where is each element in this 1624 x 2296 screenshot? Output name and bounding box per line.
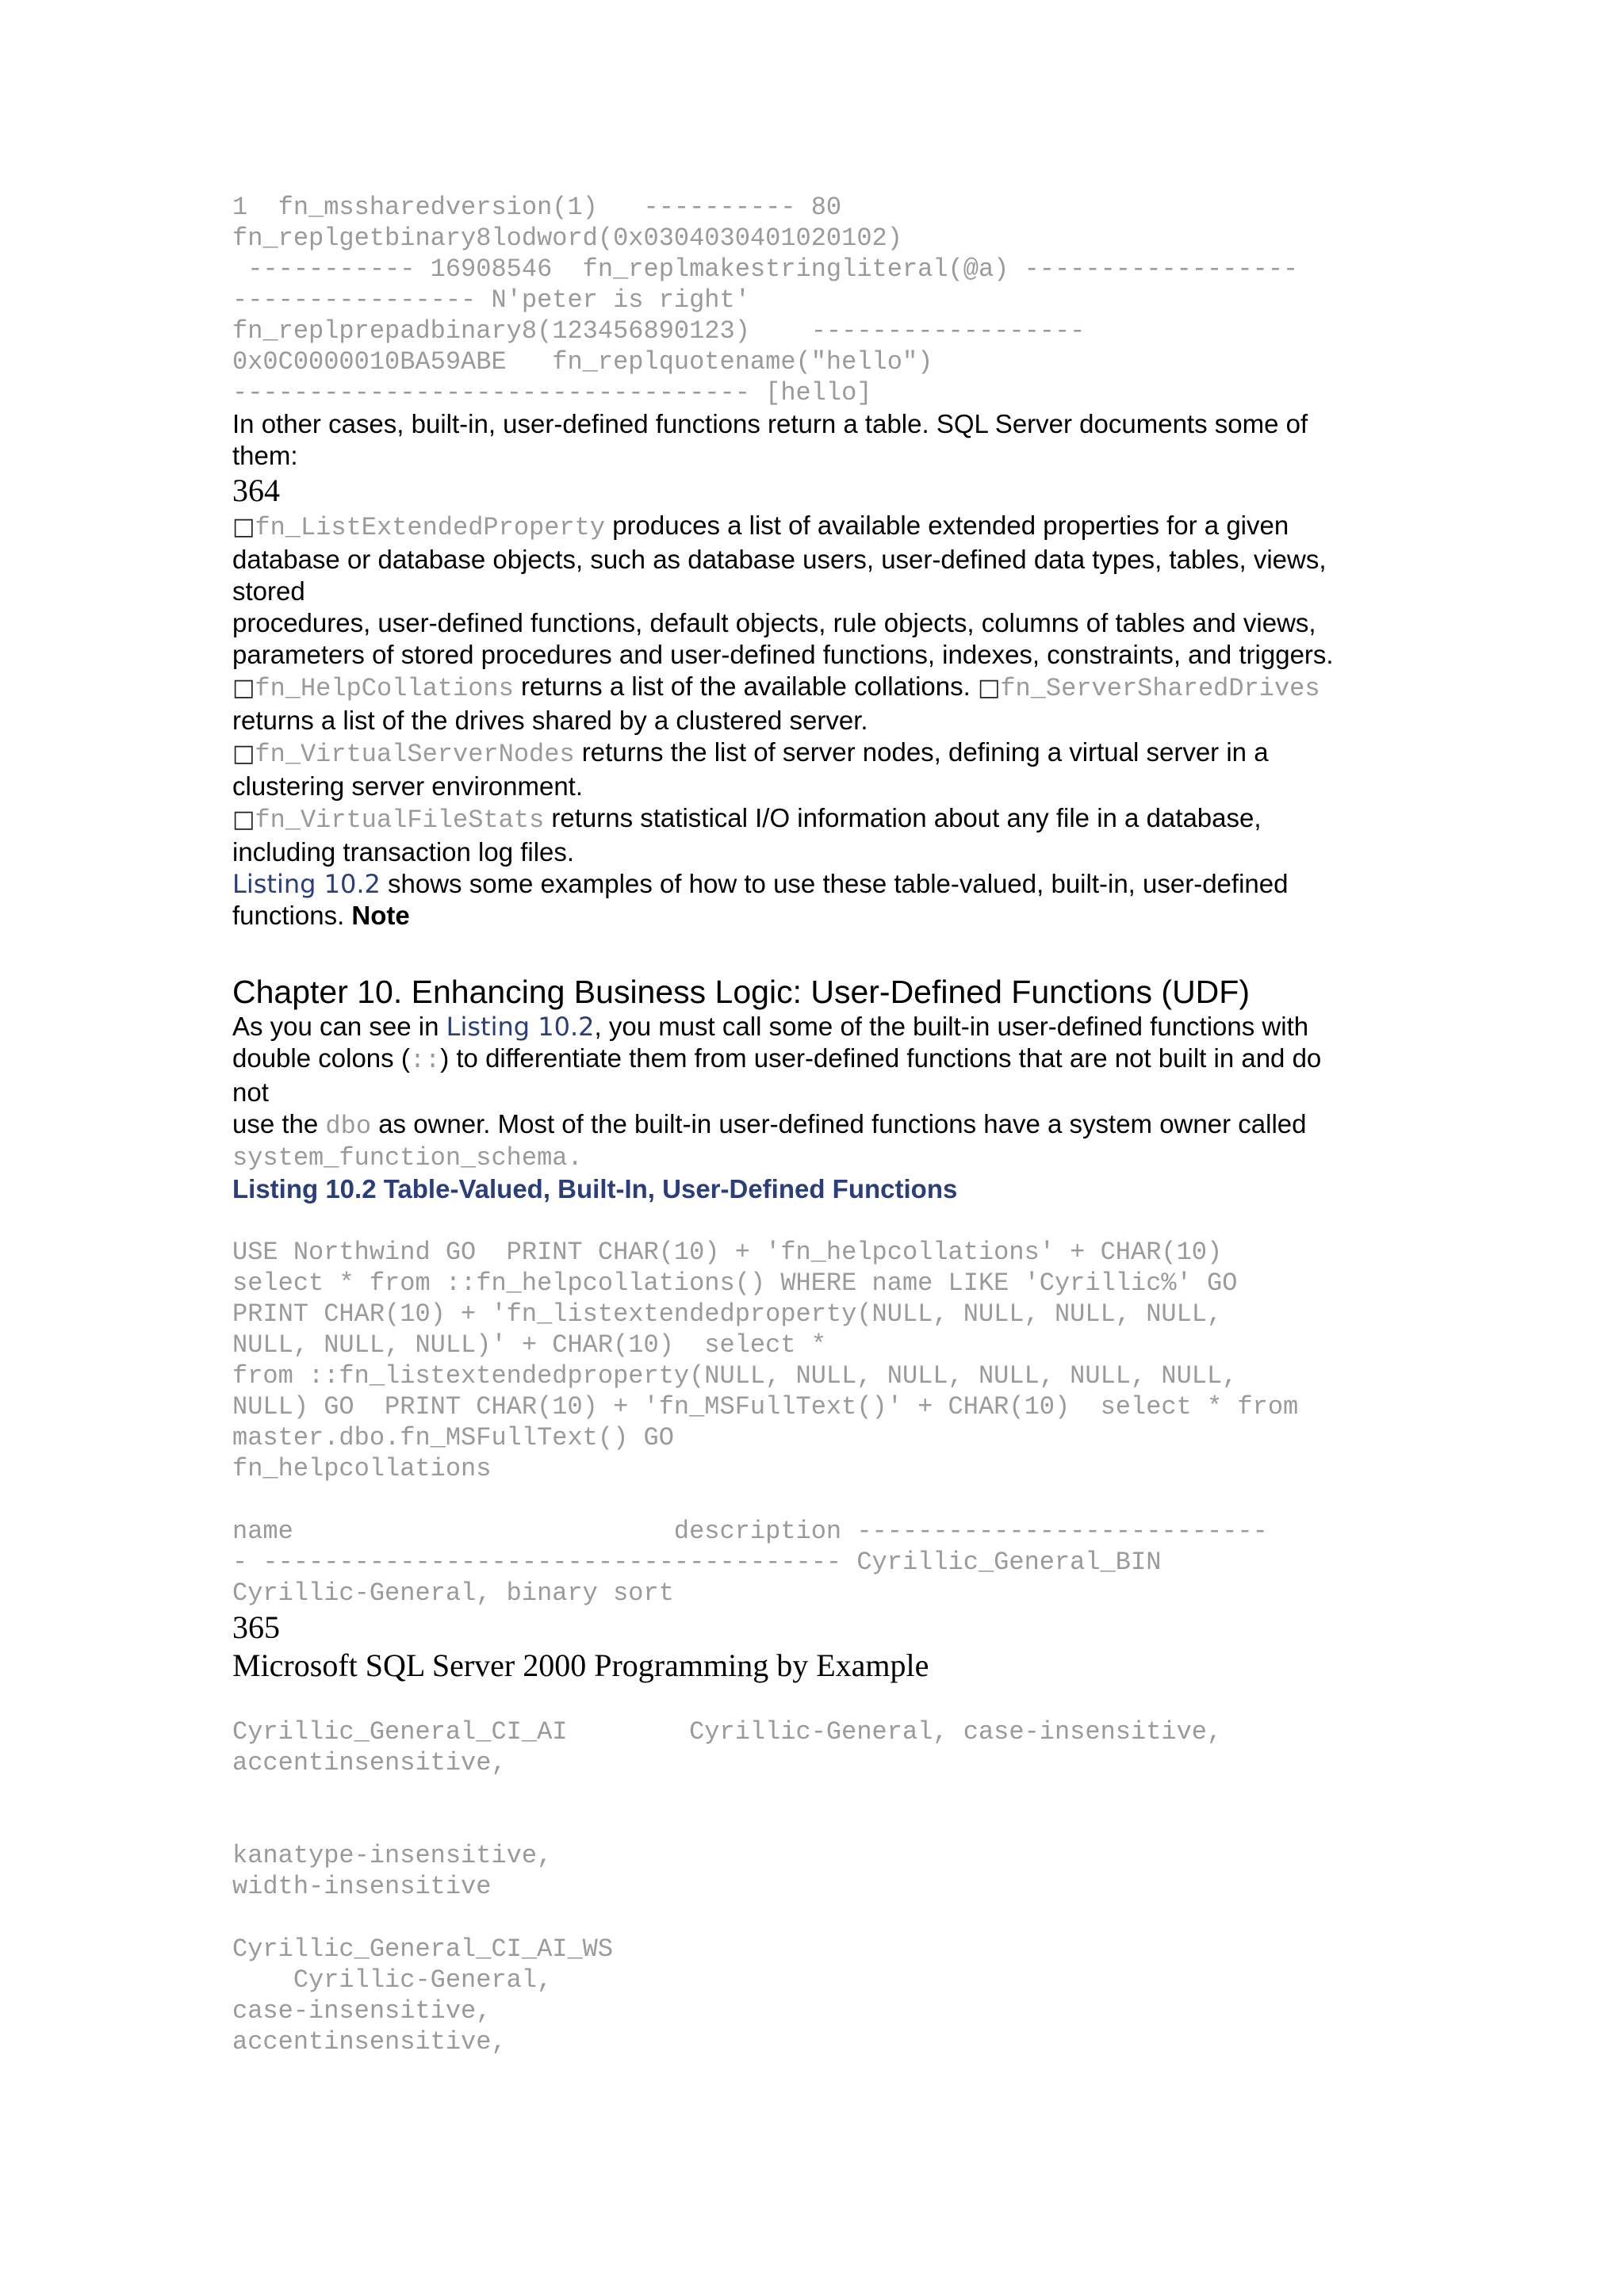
paragraph-text: double colons (	[232, 1043, 410, 1073]
code-line: ---------------- N'peter is right'	[232, 285, 750, 315]
paragraph-double-colons	[232, 1011, 1398, 1173]
spacer	[232, 1484, 1398, 1516]
listing-title: Listing 10.2 Table-Valued, Built-In, User-Defined Functions	[232, 1174, 958, 1203]
bullet-text: returns a list of the available collations.	[513, 672, 978, 701]
text-line: clustering server environment.	[232, 771, 584, 801]
text-line: not	[232, 1077, 269, 1107]
bullet-item-list-extended-property	[232, 510, 1398, 671]
text-line: them:	[232, 441, 298, 470]
text-line	[232, 671, 1398, 705]
bullet-item-virtual-server-nodes	[232, 737, 1398, 802]
code-line: Cyrillic-General, binary sort	[232, 1578, 674, 1608]
text-line: stored	[232, 576, 305, 606]
text-line: parameters of stored procedures and user-defined functions, indexes, constraints, and triggers.	[232, 640, 1334, 669]
code-line: Cyrillic_General_CI_AI Cyrillic-General, case-insensitive,	[232, 1717, 1223, 1747]
paragraph-text: As you can see in	[232, 1012, 446, 1041]
bullet-text: returns the list of server nodes, defining a virtual server in a	[574, 737, 1269, 767]
code-line: accentinsensitive,	[232, 1748, 507, 1777]
text-line: returns a list of the drives shared by a clustered server.	[232, 706, 868, 735]
code-line: USE Northwind GO PRINT CHAR(10) + 'fn_helpcollations' + CHAR(10)	[232, 1238, 1223, 1267]
code-line: case-insensitive,	[232, 1996, 492, 2026]
listing-link[interactable]: Listing 10.2	[446, 1012, 595, 1042]
text-line: In other cases, built-in, user-defined functions return a table. SQL Server documents some of	[232, 409, 1308, 438]
bullet-box-icon: □	[232, 740, 255, 767]
code-line: Cyrillic_General_CI_AI_WS	[232, 1934, 614, 1964]
book-title: Microsoft SQL Server 2000 Programming by Example	[232, 1647, 929, 1683]
function-name: fn_VirtualFileStats	[255, 806, 545, 835]
code-line: fn_replgetbinary8lodword(0x0304030401020102)	[232, 224, 902, 253]
text-line	[232, 737, 1398, 771]
paragraph-text: use the	[232, 1109, 326, 1138]
code-block-results	[232, 1516, 1398, 1609]
paragraph-text: as owner. Most of the built-in user-defined functions have a system owner called	[371, 1109, 1307, 1138]
page-number: 364	[232, 473, 280, 508]
text-line	[232, 900, 1398, 932]
text-line: procedures, user-defined functions, default objects, rule objects, columns of tables and views,	[232, 608, 1316, 637]
paragraph-listing-reference	[232, 868, 1398, 932]
code-line: Cyrillic-General,	[232, 1965, 553, 1995]
code-line: ---------------------------------- [hello]	[232, 378, 872, 408]
spacer	[232, 1778, 1398, 1840]
spacer	[232, 932, 1398, 973]
paragraph-text: functions.	[232, 901, 352, 930]
function-name: fn_HelpCollations	[255, 674, 514, 703]
inline-code: ::	[409, 1046, 441, 1075]
paragraph-text: shows some examples of how to use these table-valued, built-in, user-defined	[380, 869, 1289, 898]
function-name: fn_ServerSharedDrives	[1000, 674, 1320, 703]
text-line	[232, 1011, 1398, 1043]
bullet-text: returns statistical I/O information about any file in a database,	[544, 803, 1262, 832]
code-line: fn_replprepadbinary8(123456890123) ------------------	[232, 316, 1086, 346]
code-block-scalar-results	[232, 192, 1398, 408]
code-line: from ::fn_listextendedproperty(NULL, NULL, NULL, NULL, NULL, NULL,	[232, 1361, 1238, 1391]
text-line	[232, 1043, 1398, 1077]
code-line: width-insensitive	[232, 1872, 492, 1901]
bullet-item-help-collations	[232, 671, 1398, 737]
text-line	[232, 802, 1398, 836]
function-name: fn_ListExtendedProperty	[255, 513, 606, 542]
paragraph-text: , you must call some of the built-in user-defined functions with	[594, 1012, 1309, 1041]
function-name: fn_VirtualServerNodes	[255, 740, 575, 769]
code-block-listing	[232, 1237, 1398, 1484]
code-block-collations-2	[232, 1840, 1398, 1902]
code-line: master.dbo.fn_MSFullText() GO	[232, 1423, 674, 1452]
code-line: - -------------------------------------- Cyrillic_General_BIN	[232, 1548, 1162, 1577]
code-line: fn_helpcollations	[232, 1454, 492, 1483]
chapter-heading: Chapter 10. Enhancing Business Logic: User-Defined Functions (UDF)	[232, 974, 1250, 1010]
code-line: accentinsensitive,	[232, 2027, 507, 2057]
spacer	[232, 1902, 1398, 1934]
code-line: select * from ::fn_helpcollations() WHERE name LIKE 'Cyrillic%' GO	[232, 1269, 1238, 1298]
text-line	[232, 1108, 1398, 1142]
code-line: kanatype-insensitive,	[232, 1841, 553, 1870]
spacer	[232, 1685, 1398, 1716]
code-line: NULL, NULL, NULL)' + CHAR(10) select *	[232, 1330, 826, 1360]
text-line: including transaction log files.	[232, 837, 575, 867]
bullet-item-virtual-file-stats	[232, 802, 1398, 868]
spacer	[232, 1205, 1398, 1237]
note-label: Note	[351, 901, 410, 930]
text-line	[232, 510, 1398, 544]
bullet-box-icon: □	[232, 513, 255, 541]
bullet-box-icon: □	[977, 674, 1001, 702]
code-line: PRINT CHAR(10) + 'fn_listextendedproperty(NULL, NULL, NULL, NULL,	[232, 1299, 1223, 1329]
code-line: name description ---------------------------	[232, 1517, 1268, 1546]
inline-code: dbo	[325, 1112, 372, 1141]
code-line: 0x0C0000010BA59ABE fn_replquotename("hello")	[232, 347, 933, 377]
paragraph-table-functions	[232, 408, 1398, 472]
code-block-collations-3	[232, 1934, 1398, 2057]
bullet-box-icon: □	[232, 806, 255, 833]
paragraph-text: ) to differentiate them from user-defined functions that are not built in and do	[440, 1043, 1322, 1073]
bullet-box-icon: □	[232, 674, 255, 702]
bullet-text: produces a list of available extended properties for a given	[605, 511, 1289, 540]
code-line: 1 fn_mssharedversion(1) ---------- 80	[232, 193, 842, 222]
code-line: NULL) GO PRINT CHAR(10) + 'fn_MSFullText()' + CHAR(10) select * from	[232, 1392, 1299, 1422]
text-line: database or database objects, such as database users, user-defined data types, tables, views,	[232, 545, 1327, 574]
code-line: ----------- 16908546 fn_replmakestringliteral(@a) ------------------	[232, 254, 1299, 284]
page-content	[232, 192, 1398, 2057]
page-number: 365	[232, 1609, 280, 1645]
inline-code-line: system_function_schema.	[232, 1143, 583, 1173]
code-block-collations-1	[232, 1716, 1398, 1778]
listing-link[interactable]: Listing 10.2	[232, 869, 381, 899]
text-line	[232, 868, 1398, 900]
